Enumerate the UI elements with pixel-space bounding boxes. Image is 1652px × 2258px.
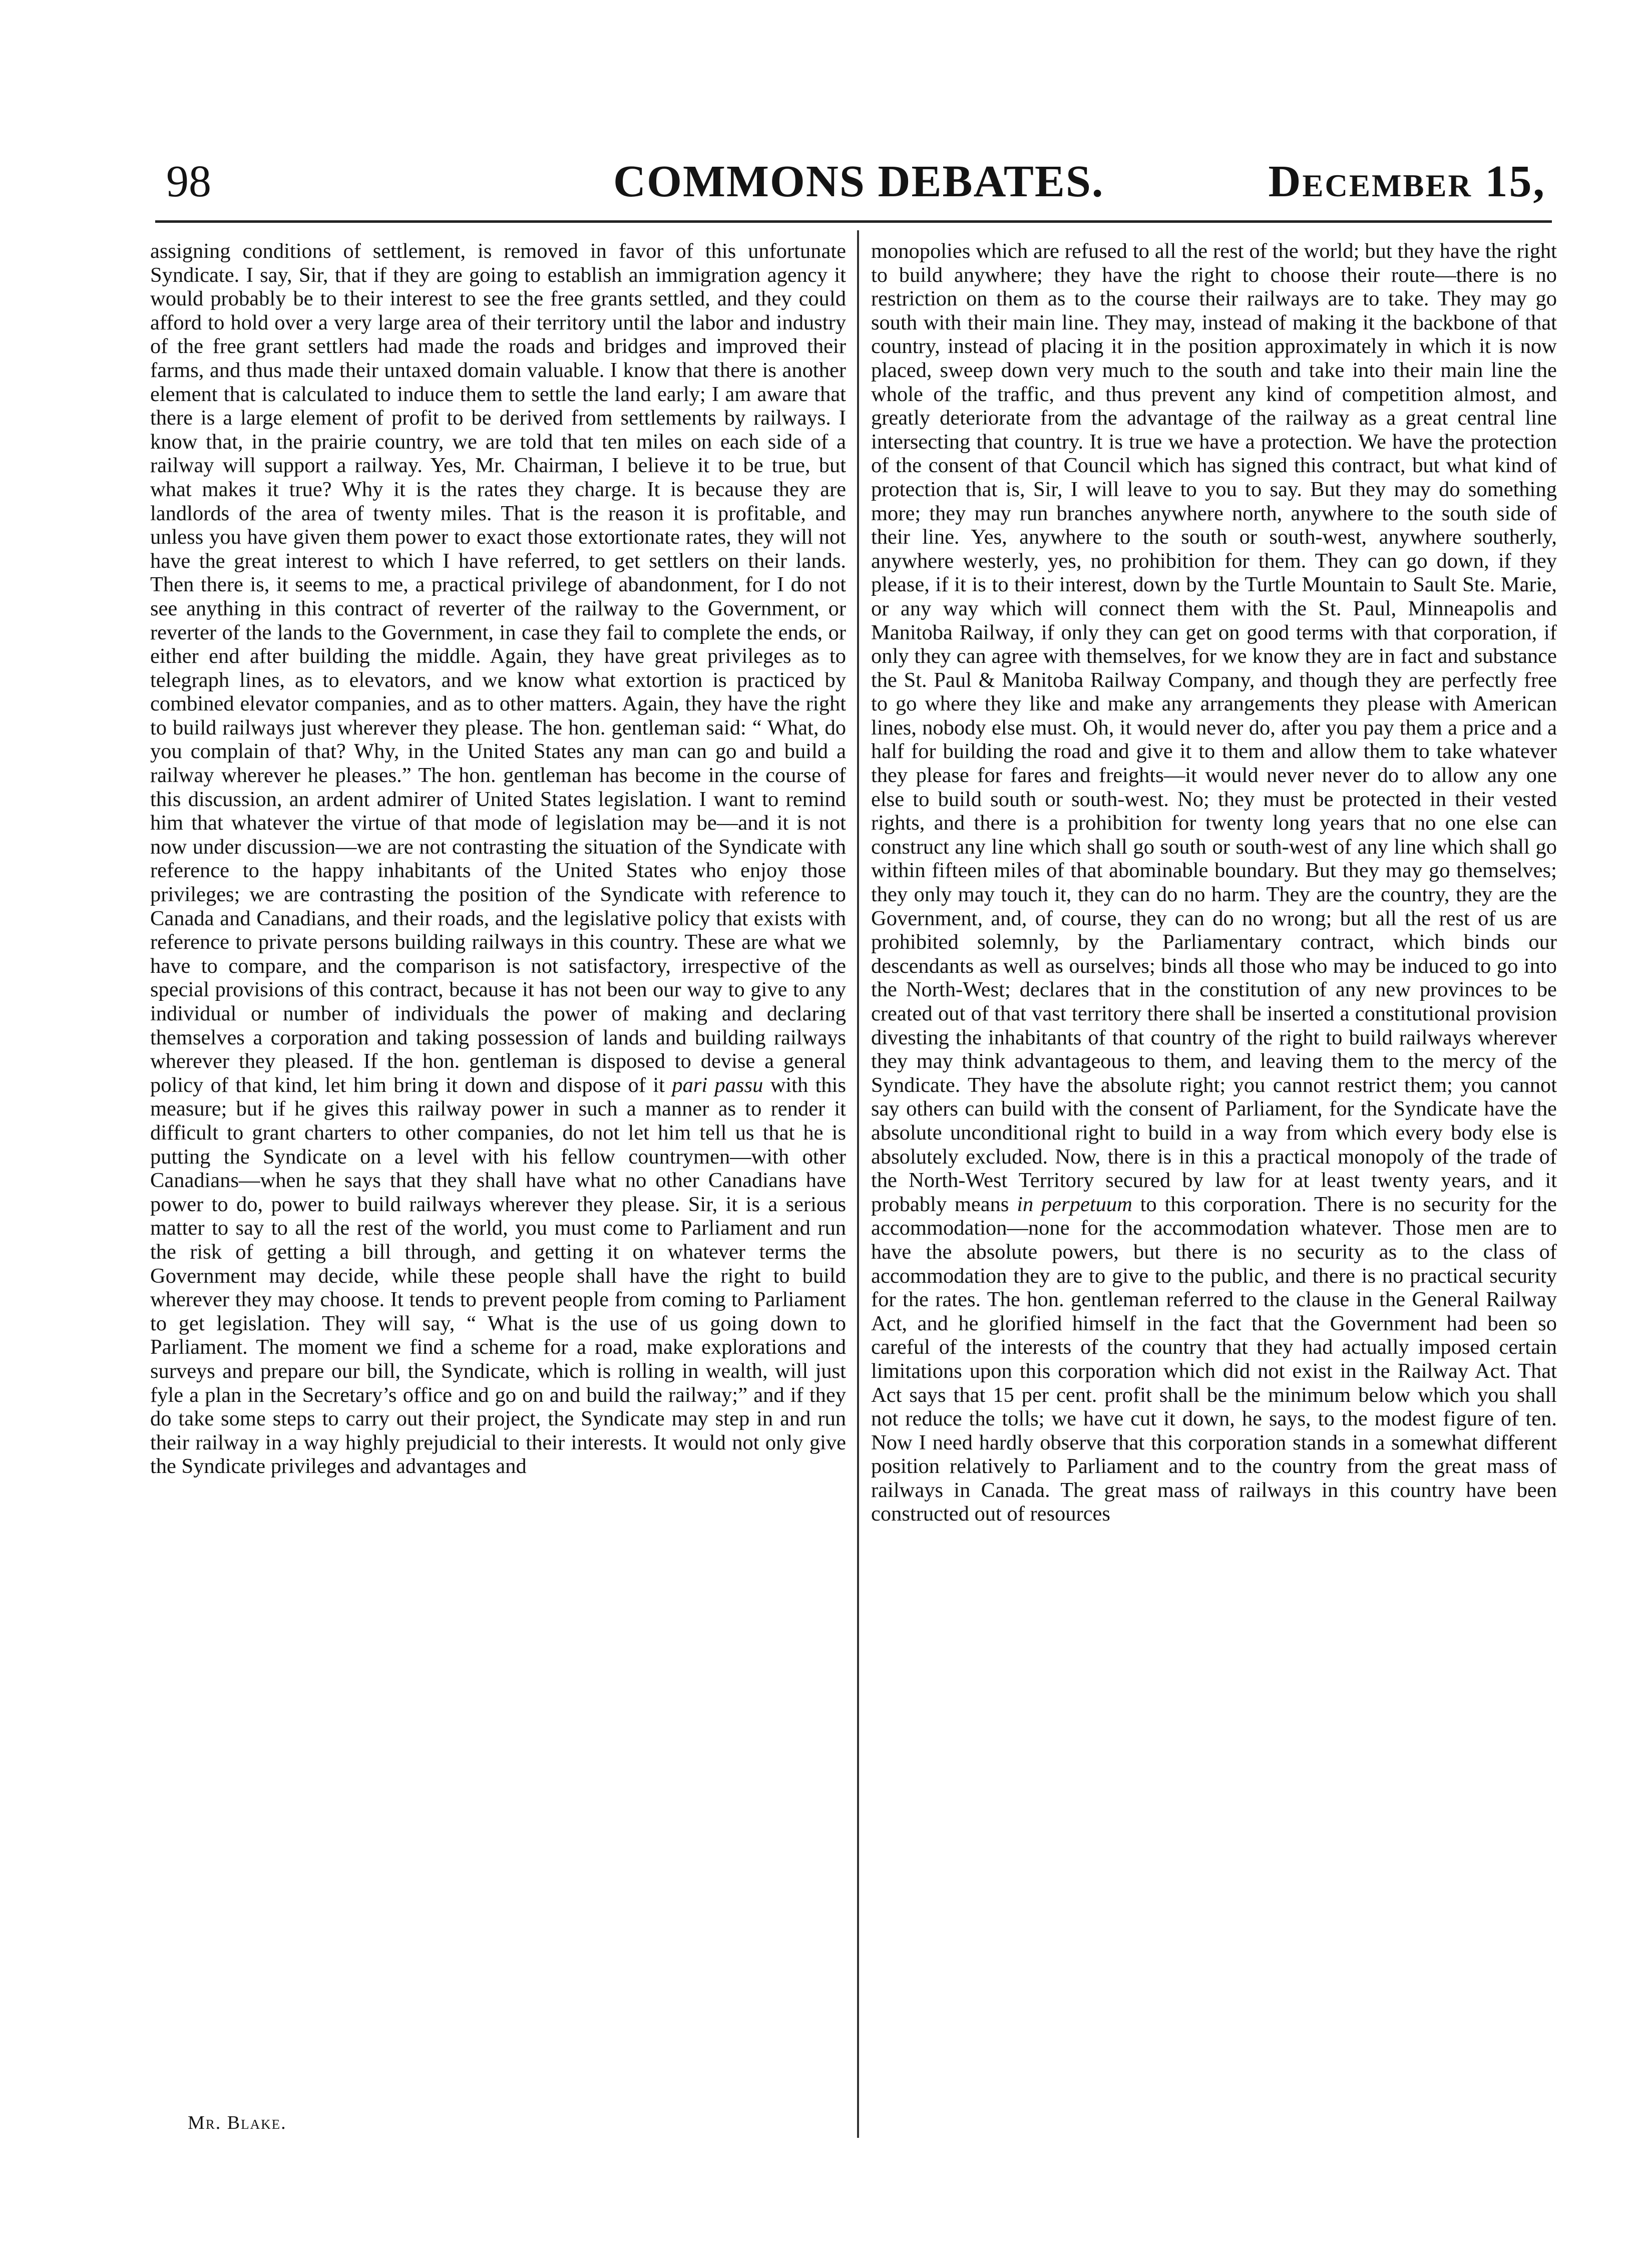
left-column-italic-phrase: pari passu — [672, 1073, 763, 1097]
left-column-text-before: assigning conditions of settlement, is removed in favor of this unfortunate Syndicate. I say, Sir, that if they are going to establish an immigration agency it would probably be to their interest to see the free grants settled, and they could afford to hold over a very large area of their territory until the labor and industry of the free grant settlers had made the roads and bridges and improved their farms, and thus made their untaxed domain valuable. I know that there is another element that is calculated to induce them to settle the land early; I am aware that there is a large element of profit to be derived from settlements by railways. I know that, in the prairie country, we are told that ten miles on each side of a railway will support a railway. Yes, Mr. Chairman, I believe it to be true, but what makes it true? Why it is the rates they charge. It is because they are landlords of the area of twenty miles. That is the reason it is profitable, and unless you have given them power to exact those extortionate rates, they will not have the great interest to which I have referred, to get settlers on their lands. Then there is, it seems to me, a practical privilege of abandonment, for I do not see anything in this contract of reverter of the railway to the Government, or reverter of the lands to the Government, in case they fail to complete the ends, or either end after building the middle. Again, they have great privileges as to telegraph lines, as to elevators, and we know what extortion is practiced by combined elevator companies, and as to other matters. Again, they have the right to build railways just wherever they please. The hon. gentleman said: “ What, do you complain of that? Why, in the United States any man can go and build a railway wherever he pleases.” The hon. gentleman has become in the course of this discussion, an ardent admirer of United States legislation. I want to remind him that whatever the virtue of that mode of legislation may be—and it is not now under discussion—we are not contrasting the situation of the Syndicate with reference to the happy inhabitants of the United States who enjoy those privileges; we are contrasting the position of the Syndicate with reference to Canada and Canadians, and their roads, and the legislative policy that exists with reference to private persons building railways in this country. These are what we have to compare, and the comparison is not satisfactory, irrespective of the special provisions of this contract, because it has not been our way to give to any individual or number of individuals the power of making and declaring themselves a corporation and taking possession of lands and building railways wherever they pleased. If the hon. gentleman is disposed to devise a general policy of that kind, let him bring it down and dispose of it — [150, 239, 846, 1097]
right-column-text-after: to this corporation. There is no security for the accommodation—none for the accommodation whatever. Those men are to have the absolute powers, but there is no security as to the class of accommodation they are to give to the public, and there is no practical security for the rates. The hon. gentleman referred to the clause in the General Railway Act, and he glorified himself in the fact that the Government had been so careful of the interests of the country that they had actually imposed certain limitations upon this corporation which did not exist in the Railway Act. That Act says that 15 per cent. profit shall be the minimum below which you shall not reduce the tolls; we have cut it down, he says, to the modest figure of ten. Now I need hardly observe that this corporation stands in a somewhat different position relatively to Parliament and to the country from the great mass of railways in Canada. The great mass of railways in this country have been constructed out of resources — [871, 1192, 1557, 1526]
speaker-footer: Mr. Blake. — [188, 2112, 287, 2133]
page-number: 98 — [166, 157, 211, 206]
header-rule — [155, 220, 1552, 223]
right-column-paragraph — [871, 239, 1557, 1526]
right-column — [871, 239, 1557, 2127]
page-date: December 15, — [1268, 157, 1546, 206]
page-title: COMMONS DEBATES. — [613, 157, 1104, 206]
left-column-paragraph — [150, 239, 846, 1478]
right-column-text-before: monopolies which are refused to all the rest of the world; but they have the right to build anywhere; they have the right to choose their route—there is no restriction on them as to the course their railways are to take. They may go south with their main line. They may, instead of making it the backbone of that country, instead of placing it in the position approximately in which it is now placed, sweep down very much to the south and take into their main line the whole of the traffic, and thus prevent any kind of competition almost, and greatly deteriorate from the advantage of the railway as a great central line intersecting that country. It is true we have a protection. We have the protection of the consent of that Council which has signed this contract, but what kind of protection that is, Sir, I will leave to you to say. But they may do something more; they may run branches anywhere north, anywhere to the south side of their line. Yes, anywhere to the south or south-west, anywhere southerly, anywhere westerly, yes, no prohibition for them. They can go down, if they please, if it is to their interest, down by the Turtle Mountain to Sault Ste. Marie, or any way which will connect them with the St. Paul, Minneapolis and Manitoba Railway, if only they can get on good terms with that corporation, if only they can agree with themselves, for we know they are in fact and substance the St. Paul & Manitoba Railway Company, and though they are perfectly free to go where they like and make any arrangements they please with American lines, nobody else must. Oh, it would never do, after you pay them a price and a half for building the road and give it to them and allow them to take whatever they please for fares and freights—it would never never do to allow any one else to build south or south-west. No; they must be protected in their vested rights, and there is a prohibition for twenty long years that no one else can construct any line which shall go south or south-west of any line which shall go within fifteen miles of that abominable boundary. But they may go themselves; they only may touch it, they can do no harm. They are the country, they are the Government, and, of course, they can do no wrong; but all the rest of us are prohibited solemnly, by the Parliamentary contract, which binds our descendants as well as ourselves; binds all those who may be induced to go into the North-West; declares that in the constitution of any new provinces to be created out of that vast territory there shall be inserted a constitutional provision divesting the inhabitants of that country of the right to build railways wherever they may think advantageous to them, and leaving them to the mercy of the Syndicate. They have the absolute right; you cannot restrict them; you cannot say others can build with the consent of Parliament, for the Syndicate have the absolute unconditional right to build in a way from which every body else is absolutely excluded. Now, there is in this a practical monopoly of the trade of the North-West Territory secured by law for at least twenty years, and it probably means — [871, 239, 1557, 1216]
left-column-text-after: with this measure; but if he gives this railway power in such a manner as to render it difficult to grant charters to other companies, do not let him tell us that he is putting the Syndicate on a level with his fellow countrymen—with other Canadians—when he says that they shall have what no other Canadians have power to do, power to build railways wherever they please. Sir, it is a serious matter to say to all the rest of the world, you must come to Parliament and run the risk of getting a bill through, and getting it on whatever terms the Government may decide, while these people shall have the right to build wherever they may choose. It tends to prevent people from coming to Parliament to get legislation. They will say, “ What is the use of us going down to Parliament. The moment we find a scheme for a road, make explorations and surveys and prepare our bill, the Syndicate, which is rolling in wealth, will just fyle a plan in the Secretary’s office and go on and build the railway;” and if they do take some steps to carry out their project, the Syndicate may step in and run their railway in a way highly prejudicial to their interests. It would not only give the Syndicate privileges and advantages and — [150, 1073, 846, 1478]
right-column-italic-phrase: in perpetuum — [1017, 1192, 1132, 1216]
column-divider — [857, 230, 859, 2138]
left-column — [150, 239, 846, 2127]
